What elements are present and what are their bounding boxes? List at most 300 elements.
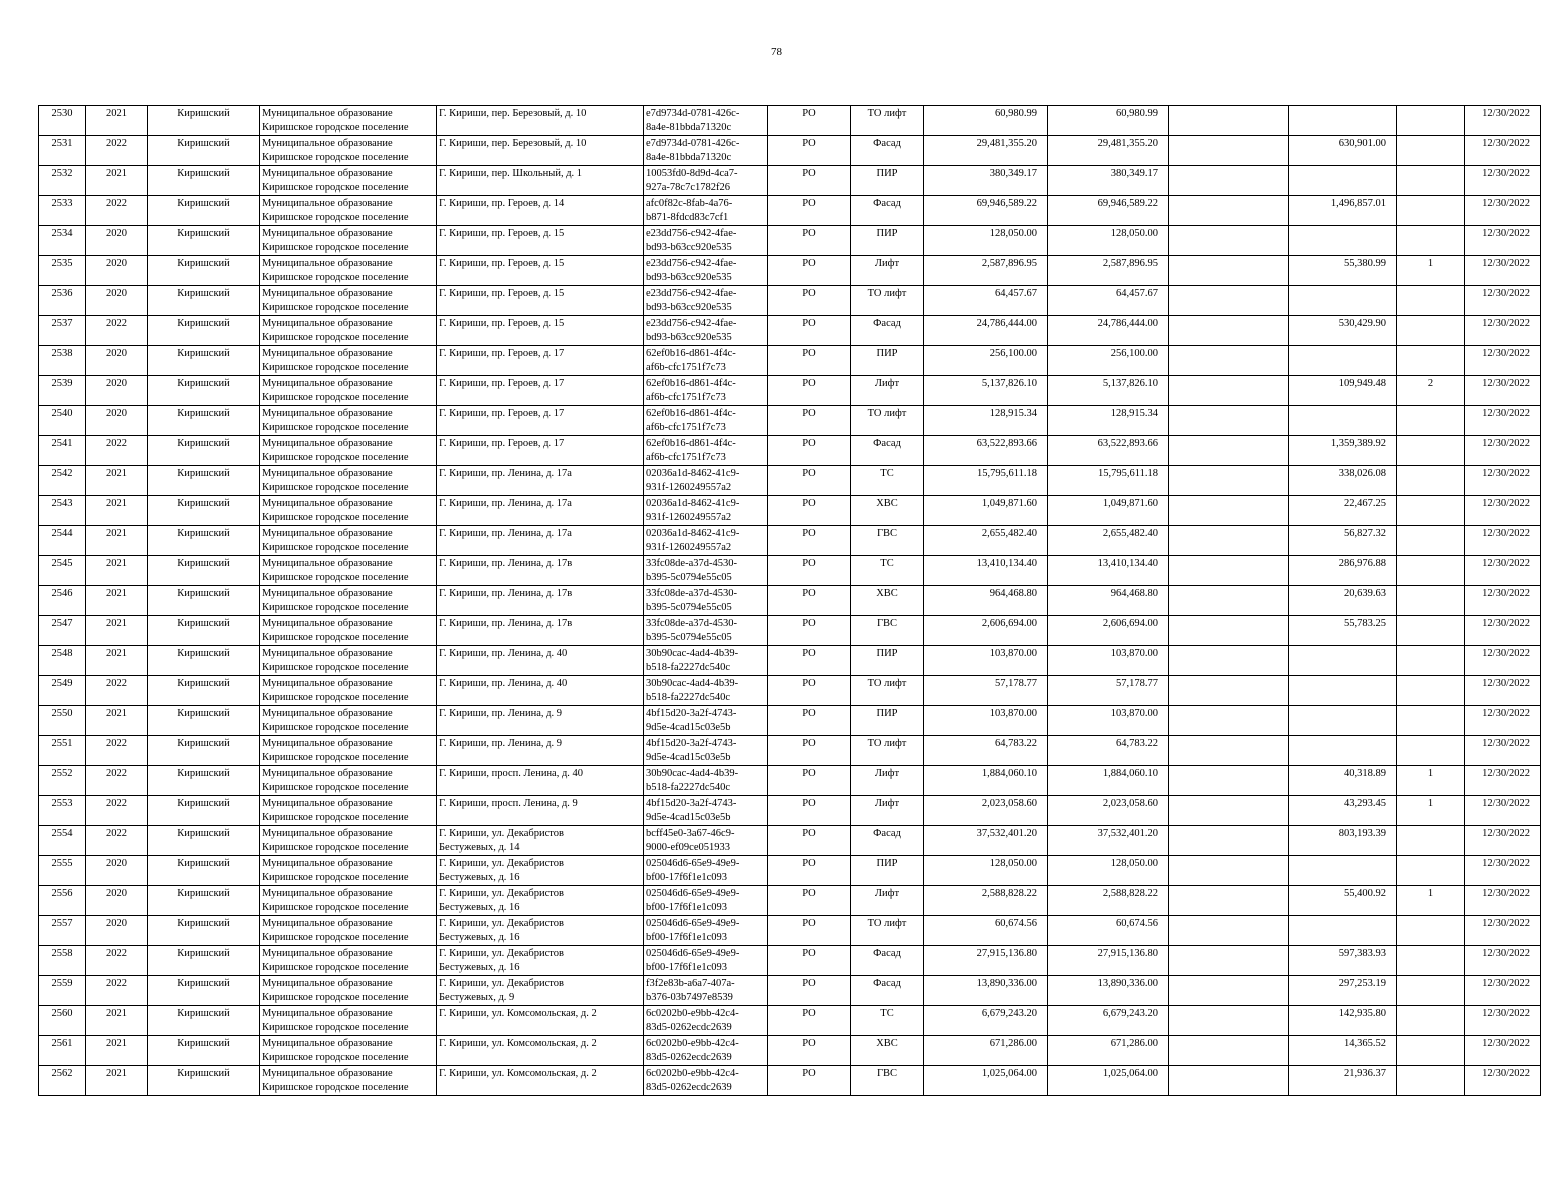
cell-year: 2020 bbox=[86, 886, 148, 916]
cell-year: 2020 bbox=[86, 406, 148, 436]
cell-year: 2022 bbox=[86, 766, 148, 796]
cell-district: Киришский bbox=[148, 706, 260, 736]
cell-row-number: 2555 bbox=[39, 856, 86, 886]
cell-cost-fund: 256,100.00 bbox=[1048, 346, 1169, 376]
cell-house-guid: e7d9734d-0781-426c- 8a4e-81bbda71320c bbox=[644, 106, 768, 136]
cell-house-guid: 33fc08de-a37d-4530- b395-5c0794e55c05 bbox=[644, 556, 768, 586]
table-row bbox=[39, 616, 1541, 646]
cell-cost-total: 671,286.00 bbox=[924, 1036, 1048, 1066]
cell-work-type: РО bbox=[768, 856, 851, 886]
cell-cost-empty bbox=[1169, 1066, 1289, 1096]
cell-row-number: 2539 bbox=[39, 376, 86, 406]
cell-cost-fund: 1,884,060.10 bbox=[1048, 766, 1169, 796]
cell-row-number: 2557 bbox=[39, 916, 86, 946]
cell-cost-share: 286,976.88 bbox=[1289, 556, 1397, 586]
cell-municipality: Муниципальное образование Киришское городское поселение bbox=[260, 856, 437, 886]
cell-year: 2022 bbox=[86, 736, 148, 766]
cell-district: Киришский bbox=[148, 406, 260, 436]
table-row bbox=[39, 196, 1541, 226]
cell-cost-empty bbox=[1169, 256, 1289, 286]
cell-work-type: РО bbox=[768, 976, 851, 1006]
cell-address: Г. Кириши, пр. Героев, д. 15 bbox=[437, 316, 644, 346]
cell-year: 2022 bbox=[86, 436, 148, 466]
cell-district: Киришский bbox=[148, 856, 260, 886]
cell-address: Г. Кириши, пр. Героев, д. 15 bbox=[437, 226, 644, 256]
cell-work-kind: ПИР bbox=[851, 646, 924, 676]
table-row bbox=[39, 586, 1541, 616]
cell-work-kind: ХВС bbox=[851, 586, 924, 616]
cell-work-type: РО bbox=[768, 166, 851, 196]
cell-end-date: 12/30/2022 bbox=[1465, 376, 1541, 406]
cell-cost-fund: 128,915.34 bbox=[1048, 406, 1169, 436]
cell-elevator-count bbox=[1397, 226, 1465, 256]
cell-municipality: Муниципальное образование Киришское городское поселение bbox=[260, 166, 437, 196]
cell-elevator-count bbox=[1397, 1036, 1465, 1066]
cell-work-kind: Фасад bbox=[851, 436, 924, 466]
cell-address: Г. Кириши, пр. Героев, д. 17 bbox=[437, 436, 644, 466]
cell-row-number: 2536 bbox=[39, 286, 86, 316]
cell-cost-fund: 2,606,694.00 bbox=[1048, 616, 1169, 646]
cell-cost-share bbox=[1289, 646, 1397, 676]
cell-address: Г. Кириши, ул. Декабристов Бестужевых, д. 16 bbox=[437, 916, 644, 946]
table-row bbox=[39, 526, 1541, 556]
cell-elevator-count: 2 bbox=[1397, 376, 1465, 406]
table-row bbox=[39, 706, 1541, 736]
cell-cost-total: 64,457.67 bbox=[924, 286, 1048, 316]
cell-cost-share bbox=[1289, 736, 1397, 766]
table-row bbox=[39, 376, 1541, 406]
cell-cost-fund: 2,655,482.40 bbox=[1048, 526, 1169, 556]
cell-cost-fund: 103,870.00 bbox=[1048, 706, 1169, 736]
cell-house-guid: 025046d6-65e9-49e9- bf00-17f6f1e1c093 bbox=[644, 886, 768, 916]
cell-work-kind: ТС bbox=[851, 556, 924, 586]
cell-work-kind: ТО лифт bbox=[851, 676, 924, 706]
cell-cost-empty bbox=[1169, 676, 1289, 706]
cell-end-date: 12/30/2022 bbox=[1465, 616, 1541, 646]
cell-cost-total: 128,915.34 bbox=[924, 406, 1048, 436]
cell-cost-empty bbox=[1169, 946, 1289, 976]
cell-address: Г. Кириши, пр. Героев, д. 17 bbox=[437, 346, 644, 376]
table-row bbox=[39, 286, 1541, 316]
cell-year: 2022 bbox=[86, 196, 148, 226]
cell-cost-share: 338,026.08 bbox=[1289, 466, 1397, 496]
cell-elevator-count bbox=[1397, 196, 1465, 226]
cell-work-type: РО bbox=[768, 436, 851, 466]
cell-work-kind: ТС bbox=[851, 1006, 924, 1036]
cell-cost-fund: 964,468.80 bbox=[1048, 586, 1169, 616]
cell-address: Г. Кириши, пер. Школьный, д. 1 bbox=[437, 166, 644, 196]
table-row bbox=[39, 856, 1541, 886]
cell-cost-empty bbox=[1169, 526, 1289, 556]
cell-district: Киришский bbox=[148, 676, 260, 706]
cell-house-guid: 6c0202b0-e9bb-42c4- 83d5-0262ecdc2639 bbox=[644, 1066, 768, 1096]
cell-row-number: 2540 bbox=[39, 406, 86, 436]
cell-year: 2022 bbox=[86, 676, 148, 706]
cell-cost-empty bbox=[1169, 1006, 1289, 1036]
cell-cost-share: 55,400.92 bbox=[1289, 886, 1397, 916]
cell-work-type: РО bbox=[768, 136, 851, 166]
cell-cost-empty bbox=[1169, 736, 1289, 766]
cell-work-kind: ПИР bbox=[851, 346, 924, 376]
cell-cost-total: 2,023,058.60 bbox=[924, 796, 1048, 826]
cell-end-date: 12/30/2022 bbox=[1465, 346, 1541, 376]
cell-work-type: РО bbox=[768, 916, 851, 946]
cell-house-guid: 4bf15d20-3a2f-4743- 9d5e-4cad15c03e5b bbox=[644, 706, 768, 736]
cell-municipality: Муниципальное образование Киришское городское поселение bbox=[260, 706, 437, 736]
cell-house-guid: e23dd756-c942-4fae- bd93-b63cc920e535 bbox=[644, 316, 768, 346]
cell-district: Киришский bbox=[148, 346, 260, 376]
cell-cost-empty bbox=[1169, 826, 1289, 856]
cell-cost-total: 128,050.00 bbox=[924, 226, 1048, 256]
cell-work-type: РО bbox=[768, 106, 851, 136]
page-number: 78 bbox=[771, 46, 782, 58]
cell-cost-total: 13,890,336.00 bbox=[924, 976, 1048, 1006]
cell-row-number: 2560 bbox=[39, 1006, 86, 1036]
cell-cost-total: 103,870.00 bbox=[924, 646, 1048, 676]
cell-district: Киришский bbox=[148, 976, 260, 1006]
cell-address: Г. Кириши, ул. Декабристов Бестужевых, д. 9 bbox=[437, 976, 644, 1006]
table-row bbox=[39, 406, 1541, 436]
cell-year: 2021 bbox=[86, 1006, 148, 1036]
cell-cost-total: 60,674.56 bbox=[924, 916, 1048, 946]
cell-house-guid: bcff45e0-3a67-46c9- 9000-ef09ce051933 bbox=[644, 826, 768, 856]
cell-municipality: Муниципальное образование Киришское городское поселение bbox=[260, 526, 437, 556]
cell-work-kind: ХВС bbox=[851, 496, 924, 526]
cell-elevator-count bbox=[1397, 856, 1465, 886]
cell-row-number: 2559 bbox=[39, 976, 86, 1006]
table-row bbox=[39, 796, 1541, 826]
cell-year: 2020 bbox=[86, 916, 148, 946]
cell-work-kind: ТО лифт bbox=[851, 916, 924, 946]
cell-elevator-count bbox=[1397, 946, 1465, 976]
cell-work-type: РО bbox=[768, 256, 851, 286]
cell-year: 2021 bbox=[86, 496, 148, 526]
cell-cost-share bbox=[1289, 226, 1397, 256]
cell-address: Г. Кириши, просп. Ленина, д. 40 bbox=[437, 766, 644, 796]
cell-end-date: 12/30/2022 bbox=[1465, 796, 1541, 826]
cell-cost-share bbox=[1289, 286, 1397, 316]
table-row bbox=[39, 166, 1541, 196]
cell-row-number: 2530 bbox=[39, 106, 86, 136]
cell-house-guid: 30b90cac-4ad4-4b39- b518-fa2227dc540c bbox=[644, 646, 768, 676]
cell-cost-total: 37,532,401.20 bbox=[924, 826, 1048, 856]
cell-municipality: Муниципальное образование Киришское городское поселение bbox=[260, 556, 437, 586]
cell-municipality: Муниципальное образование Киришское городское поселение bbox=[260, 346, 437, 376]
cell-address: Г. Кириши, пер. Березовый, д. 10 bbox=[437, 106, 644, 136]
table-row bbox=[39, 136, 1541, 166]
cell-municipality: Муниципальное образование Киришское городское поселение bbox=[260, 196, 437, 226]
cell-row-number: 2550 bbox=[39, 706, 86, 736]
table-row bbox=[39, 946, 1541, 976]
cell-elevator-count bbox=[1397, 316, 1465, 346]
cell-work-kind: ТО лифт bbox=[851, 406, 924, 436]
cell-house-guid: 33fc08de-a37d-4530- b395-5c0794e55c05 bbox=[644, 586, 768, 616]
cell-house-guid: 025046d6-65e9-49e9- bf00-17f6f1e1c093 bbox=[644, 856, 768, 886]
cell-municipality: Муниципальное образование Киришское городское поселение bbox=[260, 1036, 437, 1066]
cell-address: Г. Кириши, ул. Декабристов Бестужевых, д. 16 bbox=[437, 856, 644, 886]
cell-work-kind: Фасад bbox=[851, 826, 924, 856]
cell-district: Киришский bbox=[148, 136, 260, 166]
cell-address: Г. Кириши, ул. Комсомольская, д. 2 bbox=[437, 1036, 644, 1066]
cell-work-kind: ПИР bbox=[851, 166, 924, 196]
cell-work-type: РО bbox=[768, 616, 851, 646]
cell-work-type: РО bbox=[768, 1036, 851, 1066]
cell-work-kind: ПИР bbox=[851, 856, 924, 886]
cell-cost-share: 21,936.37 bbox=[1289, 1066, 1397, 1096]
cell-cost-empty bbox=[1169, 346, 1289, 376]
cell-cost-share: 56,827.32 bbox=[1289, 526, 1397, 556]
cell-cost-fund: 6,679,243.20 bbox=[1048, 1006, 1169, 1036]
cell-cost-empty bbox=[1169, 466, 1289, 496]
cell-cost-share: 597,383.93 bbox=[1289, 946, 1397, 976]
cell-municipality: Муниципальное образование Киришское городское поселение bbox=[260, 766, 437, 796]
cell-cost-share bbox=[1289, 166, 1397, 196]
cell-year: 2021 bbox=[86, 646, 148, 676]
cell-district: Киришский bbox=[148, 556, 260, 586]
cell-house-guid: 33fc08de-a37d-4530- b395-5c0794e55c05 bbox=[644, 616, 768, 646]
cell-municipality: Муниципальное образование Киришское городское поселение bbox=[260, 1006, 437, 1036]
cell-cost-empty bbox=[1169, 586, 1289, 616]
cell-house-guid: afc0f82c-8fab-4a76- b871-8fdcd83c7cf1 bbox=[644, 196, 768, 226]
cell-district: Киришский bbox=[148, 526, 260, 556]
cell-district: Киришский bbox=[148, 496, 260, 526]
cell-end-date: 12/30/2022 bbox=[1465, 466, 1541, 496]
cell-cost-empty bbox=[1169, 226, 1289, 256]
cell-cost-empty bbox=[1169, 556, 1289, 586]
cell-end-date: 12/30/2022 bbox=[1465, 136, 1541, 166]
cell-house-guid: 62ef0b16-d861-4f4c- af6b-cfc1751f7c73 bbox=[644, 436, 768, 466]
cell-year: 2021 bbox=[86, 706, 148, 736]
table-body bbox=[39, 106, 1541, 1096]
cell-cost-fund: 2,023,058.60 bbox=[1048, 796, 1169, 826]
cell-cost-fund: 27,915,136.80 bbox=[1048, 946, 1169, 976]
cell-row-number: 2556 bbox=[39, 886, 86, 916]
cell-row-number: 2549 bbox=[39, 676, 86, 706]
cell-district: Киришский bbox=[148, 256, 260, 286]
cell-work-type: РО bbox=[768, 646, 851, 676]
cell-district: Киришский bbox=[148, 226, 260, 256]
cell-elevator-count bbox=[1397, 916, 1465, 946]
cell-work-type: РО bbox=[768, 226, 851, 256]
cell-municipality: Муниципальное образование Киришское городское поселение bbox=[260, 256, 437, 286]
cell-municipality: Муниципальное образование Киришское городское поселение bbox=[260, 586, 437, 616]
cell-district: Киришский bbox=[148, 1066, 260, 1096]
cell-cost-fund: 1,049,871.60 bbox=[1048, 496, 1169, 526]
cell-year: 2020 bbox=[86, 346, 148, 376]
cell-municipality: Муниципальное образование Киришское городское поселение bbox=[260, 286, 437, 316]
cell-row-number: 2543 bbox=[39, 496, 86, 526]
cell-cost-empty bbox=[1169, 766, 1289, 796]
table-row bbox=[39, 676, 1541, 706]
cell-cost-fund: 13,410,134.40 bbox=[1048, 556, 1169, 586]
cell-year: 2020 bbox=[86, 856, 148, 886]
cell-work-kind: Лифт bbox=[851, 886, 924, 916]
cell-cost-share bbox=[1289, 856, 1397, 886]
cell-cost-empty bbox=[1169, 106, 1289, 136]
cell-district: Киришский bbox=[148, 316, 260, 346]
cell-house-guid: 4bf15d20-3a2f-4743- 9d5e-4cad15c03e5b bbox=[644, 736, 768, 766]
cell-end-date: 12/30/2022 bbox=[1465, 286, 1541, 316]
cell-work-type: РО bbox=[768, 346, 851, 376]
cell-house-guid: 02036a1d-8462-41c9- 931f-1260249557a2 bbox=[644, 466, 768, 496]
cell-address: Г. Кириши, пр. Героев, д. 15 bbox=[437, 286, 644, 316]
cell-work-type: РО bbox=[768, 826, 851, 856]
cell-elevator-count: 1 bbox=[1397, 766, 1465, 796]
cell-elevator-count bbox=[1397, 646, 1465, 676]
cell-work-kind: Фасад bbox=[851, 316, 924, 346]
cell-cost-share: 109,949.48 bbox=[1289, 376, 1397, 406]
cell-elevator-count bbox=[1397, 466, 1465, 496]
cell-municipality: Муниципальное образование Киришское городское поселение bbox=[260, 316, 437, 346]
cell-cost-empty bbox=[1169, 646, 1289, 676]
cell-work-type: РО bbox=[768, 586, 851, 616]
cell-cost-fund: 15,795,611.18 bbox=[1048, 466, 1169, 496]
cell-cost-fund: 60,674.56 bbox=[1048, 916, 1169, 946]
cell-district: Киришский bbox=[148, 586, 260, 616]
cell-cost-empty bbox=[1169, 316, 1289, 346]
cell-address: Г. Кириши, пр. Героев, д. 17 bbox=[437, 406, 644, 436]
cell-elevator-count bbox=[1397, 496, 1465, 526]
cell-house-guid: e7d9734d-0781-426c- 8a4e-81bbda71320c bbox=[644, 136, 768, 166]
table-row bbox=[39, 106, 1541, 136]
cell-year: 2021 bbox=[86, 106, 148, 136]
cell-cost-fund: 64,783.22 bbox=[1048, 736, 1169, 766]
table-row bbox=[39, 256, 1541, 286]
cell-cost-fund: 5,137,826.10 bbox=[1048, 376, 1169, 406]
cell-house-guid: 025046d6-65e9-49e9- bf00-17f6f1e1c093 bbox=[644, 916, 768, 946]
cell-district: Киришский bbox=[148, 1006, 260, 1036]
cell-house-guid: 62ef0b16-d861-4f4c- af6b-cfc1751f7c73 bbox=[644, 406, 768, 436]
cell-work-kind: ПИР bbox=[851, 706, 924, 736]
cell-municipality: Муниципальное образование Киришское городское поселение bbox=[260, 916, 437, 946]
cell-end-date: 12/30/2022 bbox=[1465, 826, 1541, 856]
cell-cost-fund: 69,946,589.22 bbox=[1048, 196, 1169, 226]
cell-row-number: 2547 bbox=[39, 616, 86, 646]
cell-end-date: 12/30/2022 bbox=[1465, 916, 1541, 946]
cell-cost-share bbox=[1289, 346, 1397, 376]
cell-elevator-count bbox=[1397, 136, 1465, 166]
cell-year: 2020 bbox=[86, 256, 148, 286]
cell-house-guid: 4bf15d20-3a2f-4743- 9d5e-4cad15c03e5b bbox=[644, 796, 768, 826]
table-row bbox=[39, 1036, 1541, 1066]
cell-house-guid: f3f2e83b-a6a7-407a- b376-03b7497e8539 bbox=[644, 976, 768, 1006]
cell-work-kind: ТО лифт bbox=[851, 106, 924, 136]
table-row bbox=[39, 1066, 1541, 1096]
cell-work-type: РО bbox=[768, 406, 851, 436]
cell-work-type: РО bbox=[768, 676, 851, 706]
cell-municipality: Муниципальное образование Киришское городское поселение bbox=[260, 496, 437, 526]
cell-end-date: 12/30/2022 bbox=[1465, 436, 1541, 466]
cell-municipality: Муниципальное образование Киришское городское поселение bbox=[260, 406, 437, 436]
cell-district: Киришский bbox=[148, 886, 260, 916]
cell-house-guid: 6c0202b0-e9bb-42c4- 83d5-0262ecdc2639 bbox=[644, 1036, 768, 1066]
cell-work-kind: ГВС bbox=[851, 526, 924, 556]
cell-elevator-count bbox=[1397, 826, 1465, 856]
cell-house-guid: 62ef0b16-d861-4f4c- af6b-cfc1751f7c73 bbox=[644, 346, 768, 376]
cell-municipality: Муниципальное образование Киришское городское поселение bbox=[260, 226, 437, 256]
cell-cost-total: 256,100.00 bbox=[924, 346, 1048, 376]
cell-elevator-count bbox=[1397, 706, 1465, 736]
cell-cost-empty bbox=[1169, 166, 1289, 196]
cell-cost-empty bbox=[1169, 436, 1289, 466]
cell-row-number: 2552 bbox=[39, 766, 86, 796]
cell-end-date: 12/30/2022 bbox=[1465, 706, 1541, 736]
cell-municipality: Муниципальное образование Киришское городское поселение bbox=[260, 1066, 437, 1096]
cell-work-kind: ПИР bbox=[851, 226, 924, 256]
cell-year: 2020 bbox=[86, 286, 148, 316]
cell-cost-empty bbox=[1169, 856, 1289, 886]
cell-municipality: Муниципальное образование Киришское городское поселение bbox=[260, 646, 437, 676]
cell-district: Киришский bbox=[148, 106, 260, 136]
cell-row-number: 2531 bbox=[39, 136, 86, 166]
cell-cost-total: 2,655,482.40 bbox=[924, 526, 1048, 556]
cell-row-number: 2544 bbox=[39, 526, 86, 556]
cell-cost-total: 2,587,896.95 bbox=[924, 256, 1048, 286]
cell-district: Киришский bbox=[148, 286, 260, 316]
cell-house-guid: 02036a1d-8462-41c9- 931f-1260249557a2 bbox=[644, 526, 768, 556]
cell-elevator-count bbox=[1397, 1006, 1465, 1036]
cell-work-type: РО bbox=[768, 1006, 851, 1036]
cell-cost-fund: 2,587,896.95 bbox=[1048, 256, 1169, 286]
cell-cost-total: 69,946,589.22 bbox=[924, 196, 1048, 226]
cell-end-date: 12/30/2022 bbox=[1465, 196, 1541, 226]
cell-elevator-count bbox=[1397, 286, 1465, 316]
cell-cost-fund: 37,532,401.20 bbox=[1048, 826, 1169, 856]
table-row bbox=[39, 976, 1541, 1006]
cell-year: 2022 bbox=[86, 946, 148, 976]
cell-year: 2021 bbox=[86, 526, 148, 556]
cell-municipality: Муниципальное образование Киришское городское поселение bbox=[260, 436, 437, 466]
cell-end-date: 12/30/2022 bbox=[1465, 106, 1541, 136]
cell-district: Киришский bbox=[148, 436, 260, 466]
table-row bbox=[39, 886, 1541, 916]
cell-cost-fund: 24,786,444.00 bbox=[1048, 316, 1169, 346]
cell-cost-total: 13,410,134.40 bbox=[924, 556, 1048, 586]
cell-end-date: 12/30/2022 bbox=[1465, 676, 1541, 706]
cell-elevator-count bbox=[1397, 406, 1465, 436]
cell-row-number: 2551 bbox=[39, 736, 86, 766]
cell-year: 2022 bbox=[86, 796, 148, 826]
cell-district: Киришский bbox=[148, 1036, 260, 1066]
table-row bbox=[39, 496, 1541, 526]
cell-end-date: 12/30/2022 bbox=[1465, 736, 1541, 766]
cell-row-number: 2541 bbox=[39, 436, 86, 466]
cell-work-type: РО bbox=[768, 796, 851, 826]
cell-year: 2021 bbox=[86, 466, 148, 496]
cell-house-guid: e23dd756-c942-4fae- bd93-b63cc920e535 bbox=[644, 226, 768, 256]
cell-work-kind: ХВС bbox=[851, 1036, 924, 1066]
cell-house-guid: 02036a1d-8462-41c9- 931f-1260249557a2 bbox=[644, 496, 768, 526]
cell-address: Г. Кириши, пер. Березовый, д. 10 bbox=[437, 136, 644, 166]
cell-cost-fund: 103,870.00 bbox=[1048, 646, 1169, 676]
cell-cost-total: 27,915,136.80 bbox=[924, 946, 1048, 976]
cell-work-type: РО bbox=[768, 286, 851, 316]
cell-work-kind: Лифт bbox=[851, 376, 924, 406]
cell-address: Г. Кириши, пр. Ленина, д. 17а bbox=[437, 526, 644, 556]
cell-end-date: 12/30/2022 bbox=[1465, 256, 1541, 286]
cell-year: 2021 bbox=[86, 586, 148, 616]
table-row bbox=[39, 646, 1541, 676]
cell-work-type: РО bbox=[768, 946, 851, 976]
cell-work-kind: Фасад bbox=[851, 196, 924, 226]
cell-work-kind: Лифт bbox=[851, 796, 924, 826]
cell-year: 2022 bbox=[86, 316, 148, 346]
cell-address: Г. Кириши, пр. Ленина, д. 17в bbox=[437, 556, 644, 586]
cell-cost-share: 14,365.52 bbox=[1289, 1036, 1397, 1066]
cell-address: Г. Кириши, пр. Героев, д. 17 bbox=[437, 376, 644, 406]
cell-work-kind: ГВС bbox=[851, 1066, 924, 1096]
cell-work-type: РО bbox=[768, 766, 851, 796]
